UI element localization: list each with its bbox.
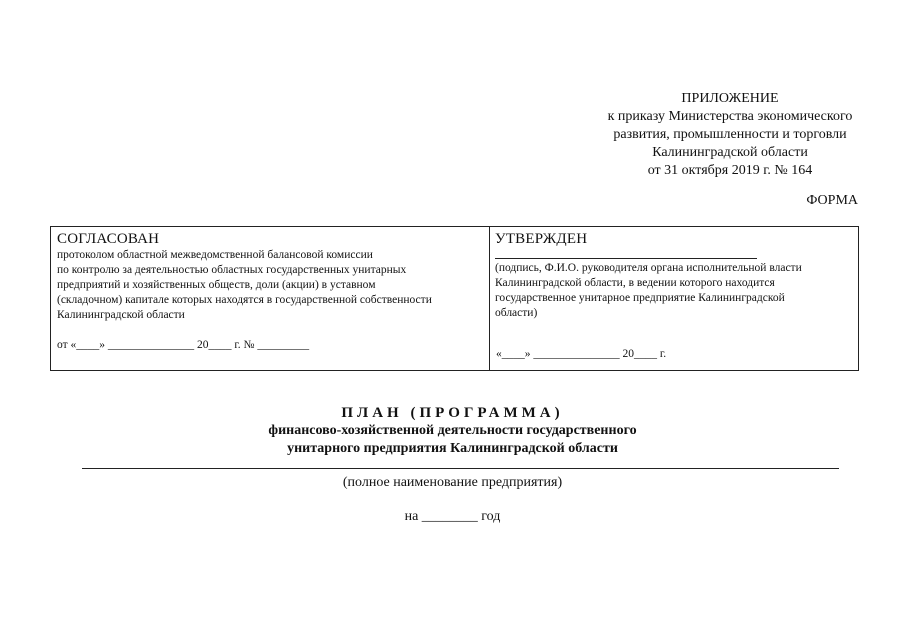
approved-line: (подпись, Ф.И.О. руководителя органа исполнительной власти (495, 262, 802, 274)
plan-year: на ________ год (404, 509, 501, 524)
agreed-line: предприятий и хозяйственных обществ, доли (акции) в уставном (57, 279, 376, 291)
enterprise-name-caption: (полное наименование предприятия) (342, 475, 563, 490)
appendix-title: ПРИЛОЖЕНИЕ (681, 91, 779, 106)
plan-title: ПЛАН (ПРОГРАММА) (341, 405, 564, 421)
appendix-line: развития, промышленности и торговли (613, 127, 847, 142)
agreed-line: по контролю за деятельностью областных государственных унитарных (57, 264, 407, 276)
agreed-line: (складочном) капитале которых находятся в государственной собственности (57, 294, 432, 306)
approved-cell (495, 231, 855, 321)
form-label: ФОРМА (806, 193, 858, 208)
appendix-line: Калининградской области (652, 145, 808, 160)
agreed-title: СОГЛАСОВАН (57, 231, 160, 247)
appendix-header (560, 90, 900, 180)
approved-line: государственное унитарное предприятие Калининградской (495, 292, 785, 304)
agreed-line: протоколом областной межведомственной балансовой комиссии (57, 249, 373, 261)
approved-line: Калининградской области, в ведении которого находится (495, 277, 775, 289)
approved-line: области) (495, 307, 538, 319)
agreed-line: Калининградской области (57, 309, 185, 321)
agreed-cell (57, 231, 485, 323)
plan-subtitle-line: финансово-хозяйственной деятельности государственного (268, 423, 637, 438)
table-divider (489, 227, 490, 370)
approved-date: «____» _______________ 20____ г. (496, 348, 667, 360)
plan-subtitle (0, 422, 905, 458)
enterprise-name-line (82, 468, 839, 469)
agreed-date: от «____» _______________ 20____ г. № _________ (57, 339, 310, 351)
approval-table (50, 226, 859, 371)
signature-line (495, 248, 757, 259)
appendix-line: к приказу Министерства экономического (607, 109, 853, 124)
approved-title: УТВЕРЖДЕН (495, 231, 588, 247)
appendix-order-date: от 31 октября 2019 г. № 164 (647, 163, 813, 178)
plan-subtitle-line: унитарного предприятия Калининградской области (287, 441, 618, 456)
